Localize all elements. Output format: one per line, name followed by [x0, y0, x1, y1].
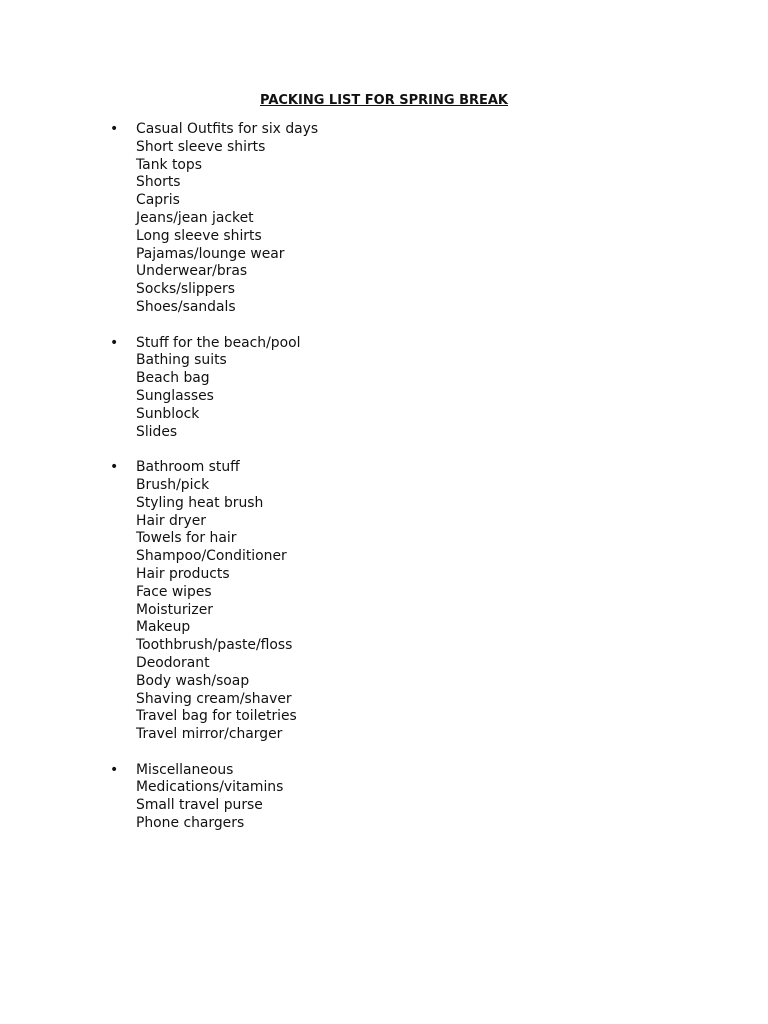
list-item: Long sleeve shirts — [136, 227, 262, 244]
list-item: Travel bag for toiletries — [136, 708, 297, 725]
list-section-casual-outfits — [0, 121, 768, 317]
bullet-icon: • — [110, 334, 119, 351]
list-item: Hair dryer — [136, 512, 206, 529]
section-lines — [136, 335, 768, 442]
list-item: Slides — [136, 423, 178, 440]
list-item: Shoes/sandals — [136, 298, 236, 315]
list-item: Towels for hair — [136, 530, 237, 547]
section-heading: Casual Outfits for six days — [136, 121, 319, 137]
list-item: Makeup — [136, 619, 191, 636]
list-item: Short sleeve shirts — [136, 138, 266, 155]
list-item: Toothbrush/paste/floss — [136, 637, 293, 654]
section-heading: Miscellaneous — [136, 761, 234, 778]
bullet-icon: • — [110, 121, 119, 137]
list-item: Brush/pick — [136, 476, 210, 493]
list-item: Pajamas/lounge wear — [136, 245, 285, 262]
list-item: Phone chargers — [136, 815, 245, 832]
list-item: Tank tops — [136, 156, 202, 173]
section-lines — [136, 459, 768, 744]
section-lines — [136, 762, 768, 833]
list-item: Body wash/soap — [136, 672, 250, 689]
section-heading: Stuff for the beach/pool — [136, 334, 301, 351]
bullet-icon: • — [110, 761, 119, 778]
list-item: Face wipes — [136, 583, 212, 600]
list-item: Styling heat brush — [136, 494, 264, 511]
list-item: Shampoo/Conditioner — [136, 548, 287, 565]
list-item: Small travel purse — [136, 797, 263, 814]
list-section-beach-pool — [0, 335, 768, 442]
list-item: Jeans/jean jacket — [136, 209, 254, 226]
list-item: Deodorant — [136, 654, 210, 671]
list-section-miscellaneous — [0, 762, 768, 833]
list-item: Bathing suits — [136, 352, 227, 369]
list-item: Sunglasses — [136, 387, 214, 404]
list-item: Socks/slippers — [136, 281, 235, 298]
list-item: Hair products — [136, 565, 230, 582]
list-item: Medications/vitamins — [136, 779, 284, 796]
list-item: Underwear/bras — [136, 263, 248, 280]
list-item: Beach bag — [136, 370, 210, 387]
packing-list — [0, 121, 768, 851]
document-title: PACKING LIST FOR SPRING BREAK — [259, 93, 508, 108]
list-item: Moisturizer — [136, 601, 213, 618]
list-item: Sunblock — [136, 405, 200, 422]
list-section-bathroom — [0, 459, 768, 744]
bullet-icon: • — [110, 459, 119, 476]
list-item: Shorts — [136, 174, 181, 191]
section-heading: Bathroom stuff — [136, 459, 240, 476]
list-item: Capris — [136, 192, 180, 209]
section-lines — [136, 121, 768, 317]
list-item: Travel mirror/charger — [136, 726, 283, 743]
list-item: Shaving cream/shaver — [136, 690, 292, 707]
